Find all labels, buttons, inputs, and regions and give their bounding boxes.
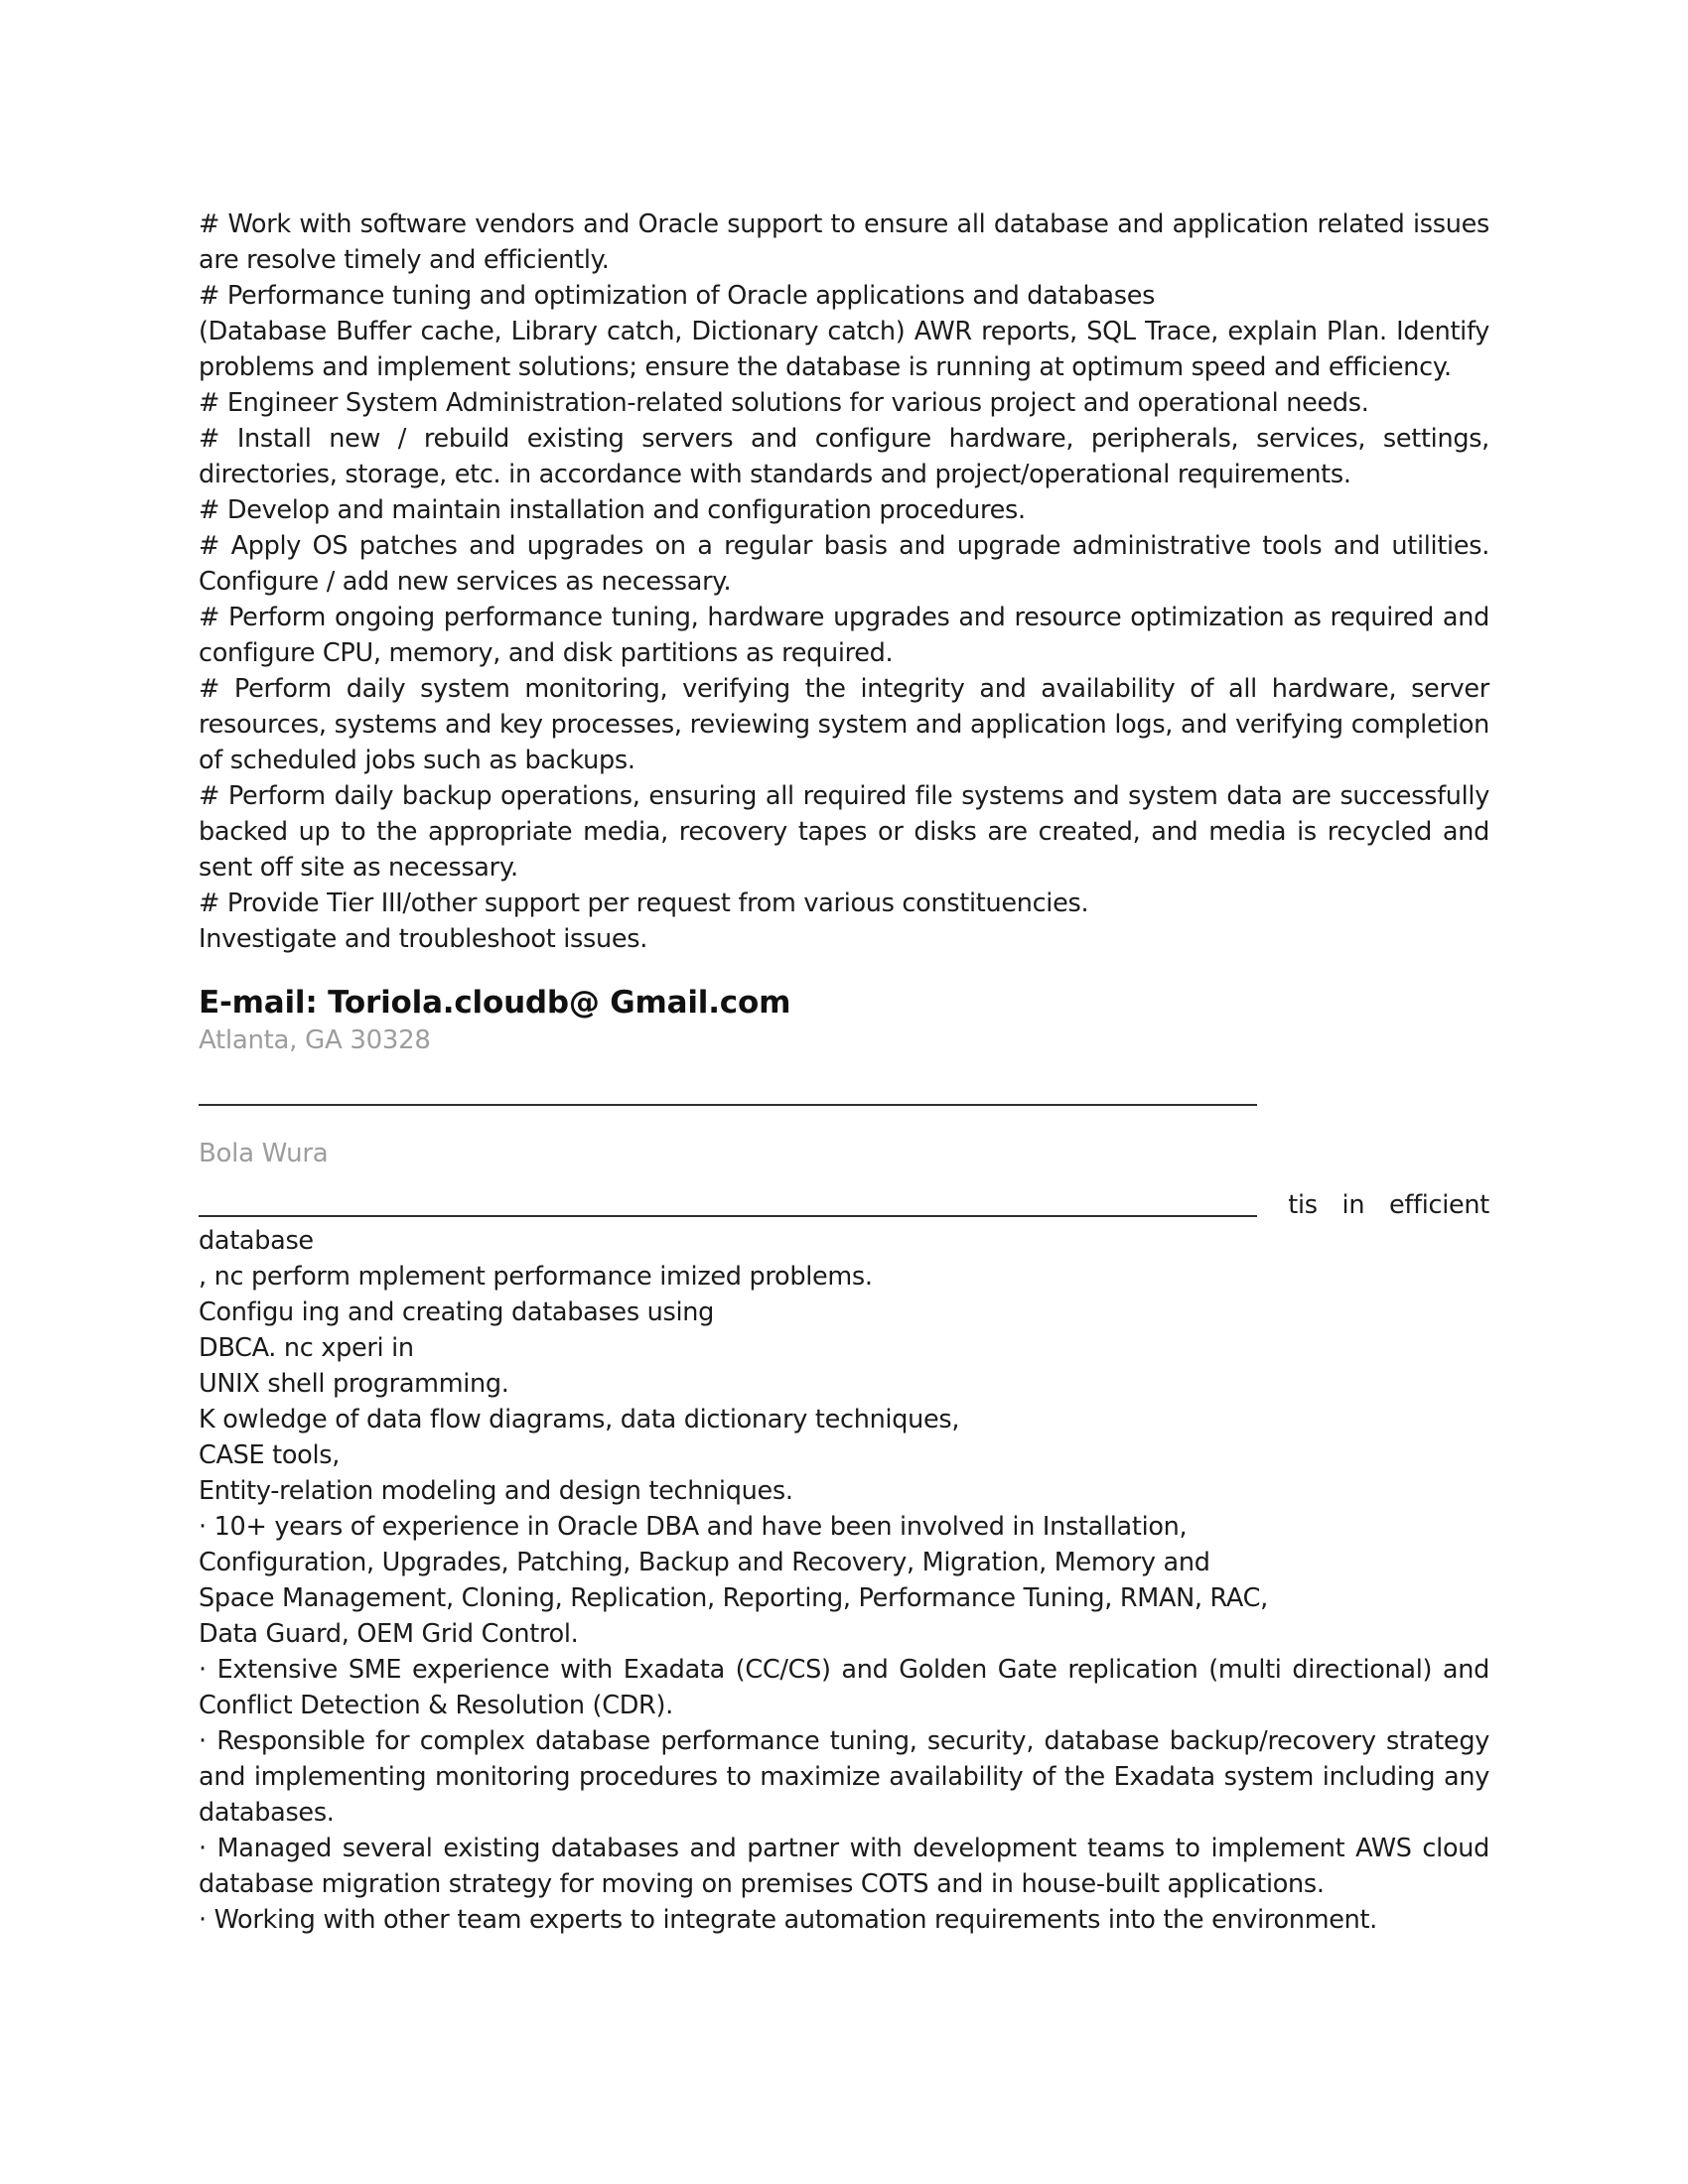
experience-bullet: · Responsible for complex database performance tuning, security, database backup/recovery strategy and implementing monitoring procedures to maximize availability of the Exadata system including any databases. — [199, 1726, 1489, 1828]
responsibility-paragraph: # Perform ongoing performance tuning, hardware upgrades and resource optimization as required and configure CPU, memory, and disk partitions as required. — [199, 603, 1489, 668]
skills-line: Space Management, Cloning, Replication, Reporting, Performance Tuning, RMAN, RAC, — [199, 1583, 1268, 1613]
skills-line: CASE tools, — [199, 1440, 341, 1470]
responsibilities-section — [199, 206, 1489, 957]
responsibility-paragraph: # Perform daily backup operations, ensuring all required file systems and system data are successfully backed up to the appropriate media, recovery tapes or disks are created, and media is recycled and sent off site as necessary. — [199, 781, 1489, 883]
signature-rule-bottom — [199, 1215, 1257, 1217]
skills-line: Entity-relation modeling and design techniques. — [199, 1476, 793, 1506]
skills-line: database — [199, 1226, 314, 1256]
skills-line: Configuration, Upgrades, Patching, Backup and Recovery, Migration, Memory and — [199, 1548, 1210, 1577]
skills-line: K owledge of data flow diagrams, data dictionary techniques, — [199, 1405, 960, 1434]
responsibility-paragraph: # Install new / rebuild existing servers and configure hardware, peripherals, services, settings, directories, storage, etc. in accordance with standards and project/operational requirements. — [199, 424, 1489, 489]
signature-name: Bola Wura — [199, 1139, 329, 1168]
document-content — [199, 206, 1489, 1938]
signature-line-tail-text: tis in efficient — [1288, 1190, 1489, 1220]
skills-section — [199, 1223, 1489, 1652]
responsibility-paragraph: # Provide Tier III/other support per request from various constituencies. — [199, 888, 1089, 918]
location-text: Atlanta, GA 30328 — [199, 1025, 431, 1055]
responsibility-paragraph: (Database Buffer cache, Library catch, Dictionary catch) AWR reports, SQL Trace, explain Plan. Identify problems and implement solutions; ensure the database is running at optimum speed and efficiency. — [199, 317, 1489, 382]
skills-line: DBCA. nc xperi in — [199, 1333, 414, 1363]
skills-line: , nc perform mplement performance imized problems. — [199, 1262, 873, 1292]
skills-line: Data Guard, OEM Grid Control. — [199, 1619, 579, 1649]
responsibility-paragraph: # Apply OS patches and upgrades on a regular basis and upgrade administrative tools and utilities. Configure / add new services as necessary. — [199, 531, 1489, 597]
responsibility-paragraph: # Performance tuning and optimization of Oracle applications and databases — [199, 281, 1156, 311]
skills-line: Configu ing and creating databases using — [199, 1297, 714, 1327]
skills-line: · 10+ years of experience in Oracle DBA and have been involved in Installation, — [199, 1512, 1188, 1542]
email-heading: E-mail: Toriola.cloudb@ Gmail.com — [199, 985, 791, 1021]
signature-line-row — [199, 1187, 1489, 1223]
responsibility-paragraph: # Work with software vendors and Oracle support to ensure all database and application related issues are resolve timely and efficiently. — [199, 209, 1489, 275]
experience-bullet: · Working with other team experts to integrate automation requirements into the environment. — [199, 1905, 1377, 1935]
responsibility-paragraph: # Perform daily system monitoring, verifying the integrity and availability of all hardware, server resources, systems and key processes, reviewing system and application logs, and verifying completion of scheduled jobs such as backups. — [199, 674, 1489, 775]
responsibility-paragraph: # Engineer System Administration-related solutions for various project and operational needs. — [199, 388, 1369, 418]
responsibility-paragraph: Investigate and troubleshoot issues. — [199, 924, 648, 954]
experience-section — [199, 1652, 1489, 1938]
experience-bullet: · Extensive SME experience with Exadata (CC/CS) and Golden Gate replication (multi directional) and Conflict Detection & Resolution (CDR). — [199, 1655, 1489, 1720]
skills-line: UNIX shell programming. — [199, 1369, 509, 1399]
experience-bullet: · Managed several existing databases and partner with development teams to implement AWS cloud database migration strategy for moving on premises COTS and in house-built applications. — [199, 1834, 1489, 1899]
responsibility-paragraph: # Develop and maintain installation and configuration procedures. — [199, 495, 1026, 525]
signature-rule-top — [199, 1104, 1257, 1106]
